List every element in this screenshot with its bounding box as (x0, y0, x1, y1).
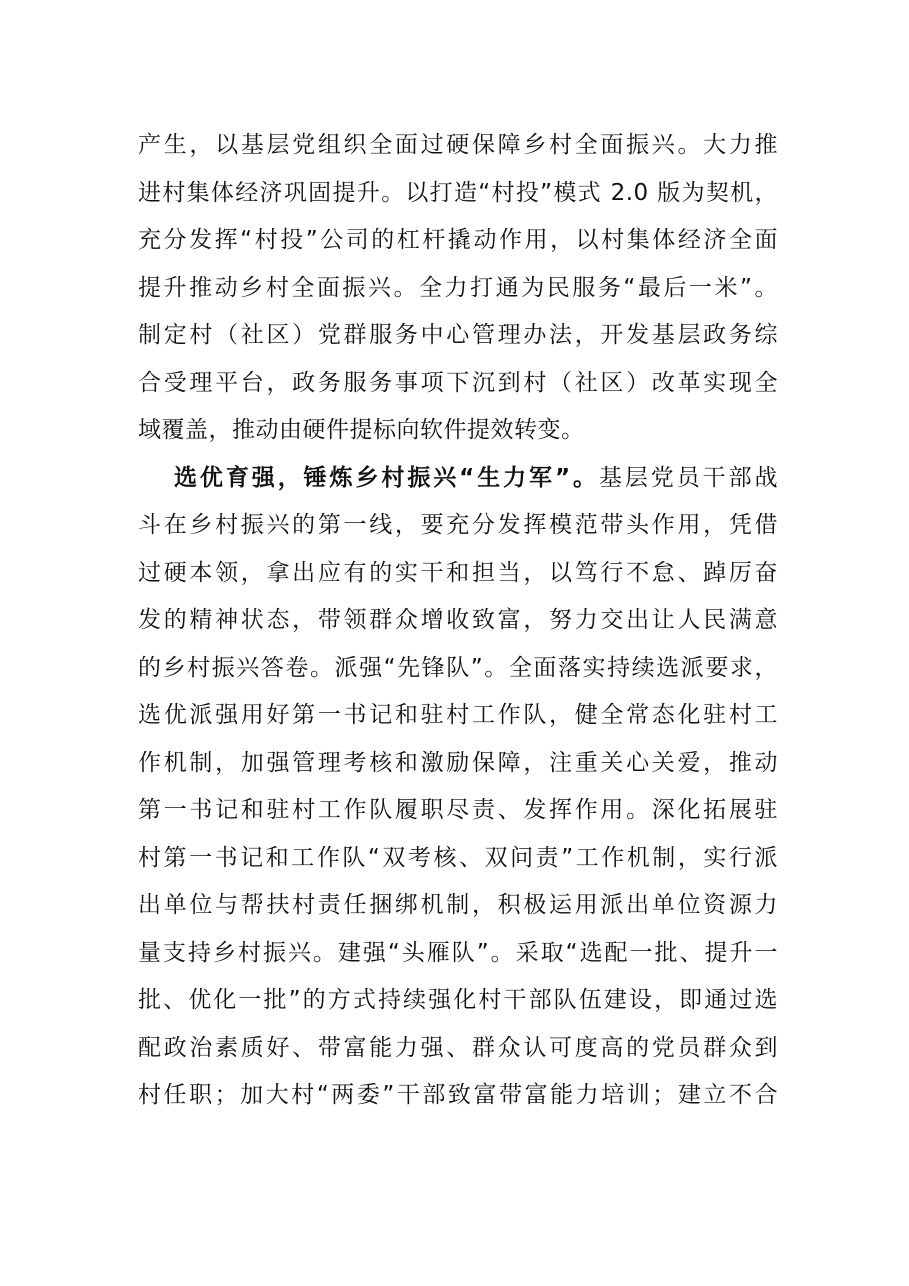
text-line: 村第一书记和工作队“双考核、双问责”工作机制，实行派 (138, 844, 778, 871)
text-line: 提升推动乡村全面振兴。全力打通为民服务“最后一米”。 (138, 274, 778, 301)
text-line: 发的精神状态，带领群众增收致富，努力交出让人民满意 (138, 607, 778, 633)
text-line: 选优派强用好第一书记和驻村工作队，健全常态化驻村工 (138, 702, 778, 728)
text-line: 进村集体经济巩固提升。以打造“村投”模式 2.0 版为契机， (138, 179, 778, 206)
text-line: 产生，以基层党组织全面过硬保障乡村全面振兴。大力推 (138, 132, 778, 158)
text-line: 域覆盖，推动由硬件提标向软件提效转变。 (138, 417, 585, 443)
text-line: 斗在乡村振兴的第一线，要充分发挥模范带头作用，凭借 (138, 512, 778, 538)
text-line: 充分发挥“村投”公司的杠杆撬动作用，以村集体经济全面 (138, 227, 778, 253)
document-body (138, 122, 778, 1120)
text-line: 配政治素质好、带富能力强、群众认可度高的党员群众到 (138, 1034, 778, 1061)
section-heading: 选优育强，锤炼乡村振兴“生力军”。 (174, 464, 599, 491)
text-line: 村任职；加大村“两委”干部致富带富能力培训；建立不合 (138, 1082, 778, 1108)
text-line: 量支持乡村振兴。建强“头雁队”。采取“选配一批、提升一 (138, 939, 778, 966)
text-line: 出单位与帮扶村责任捆绑机制，积极运用派出单位资源力 (138, 892, 778, 918)
paragraph-first-line (138, 455, 778, 503)
text-line: 合受理平台，政务服务事项下沉到村（社区）改革实现全 (138, 369, 778, 396)
text-line: 过硬本领，拿出应有的实干和担当，以笃行不怠、踔厉奋 (138, 559, 778, 586)
text-line: 第一书记和驻村工作队履职尽责、发挥作用。深化拓展驻 (138, 797, 778, 823)
text-line: 作机制，加强管理考核和激励保障，注重关心关爱，推动 (138, 749, 778, 776)
heading-continuation: 基层党员干部战 (598, 464, 779, 491)
text-line: 批、优化一批”的方式持续强化村干部队伍建设，即通过选 (138, 987, 778, 1013)
text-line: 的乡村振兴答卷。派强“先锋队”。全面落实持续选派要求， (138, 654, 778, 681)
text-line: 制定村（社区）党群服务中心管理办法，开发基层政务综 (138, 322, 778, 348)
